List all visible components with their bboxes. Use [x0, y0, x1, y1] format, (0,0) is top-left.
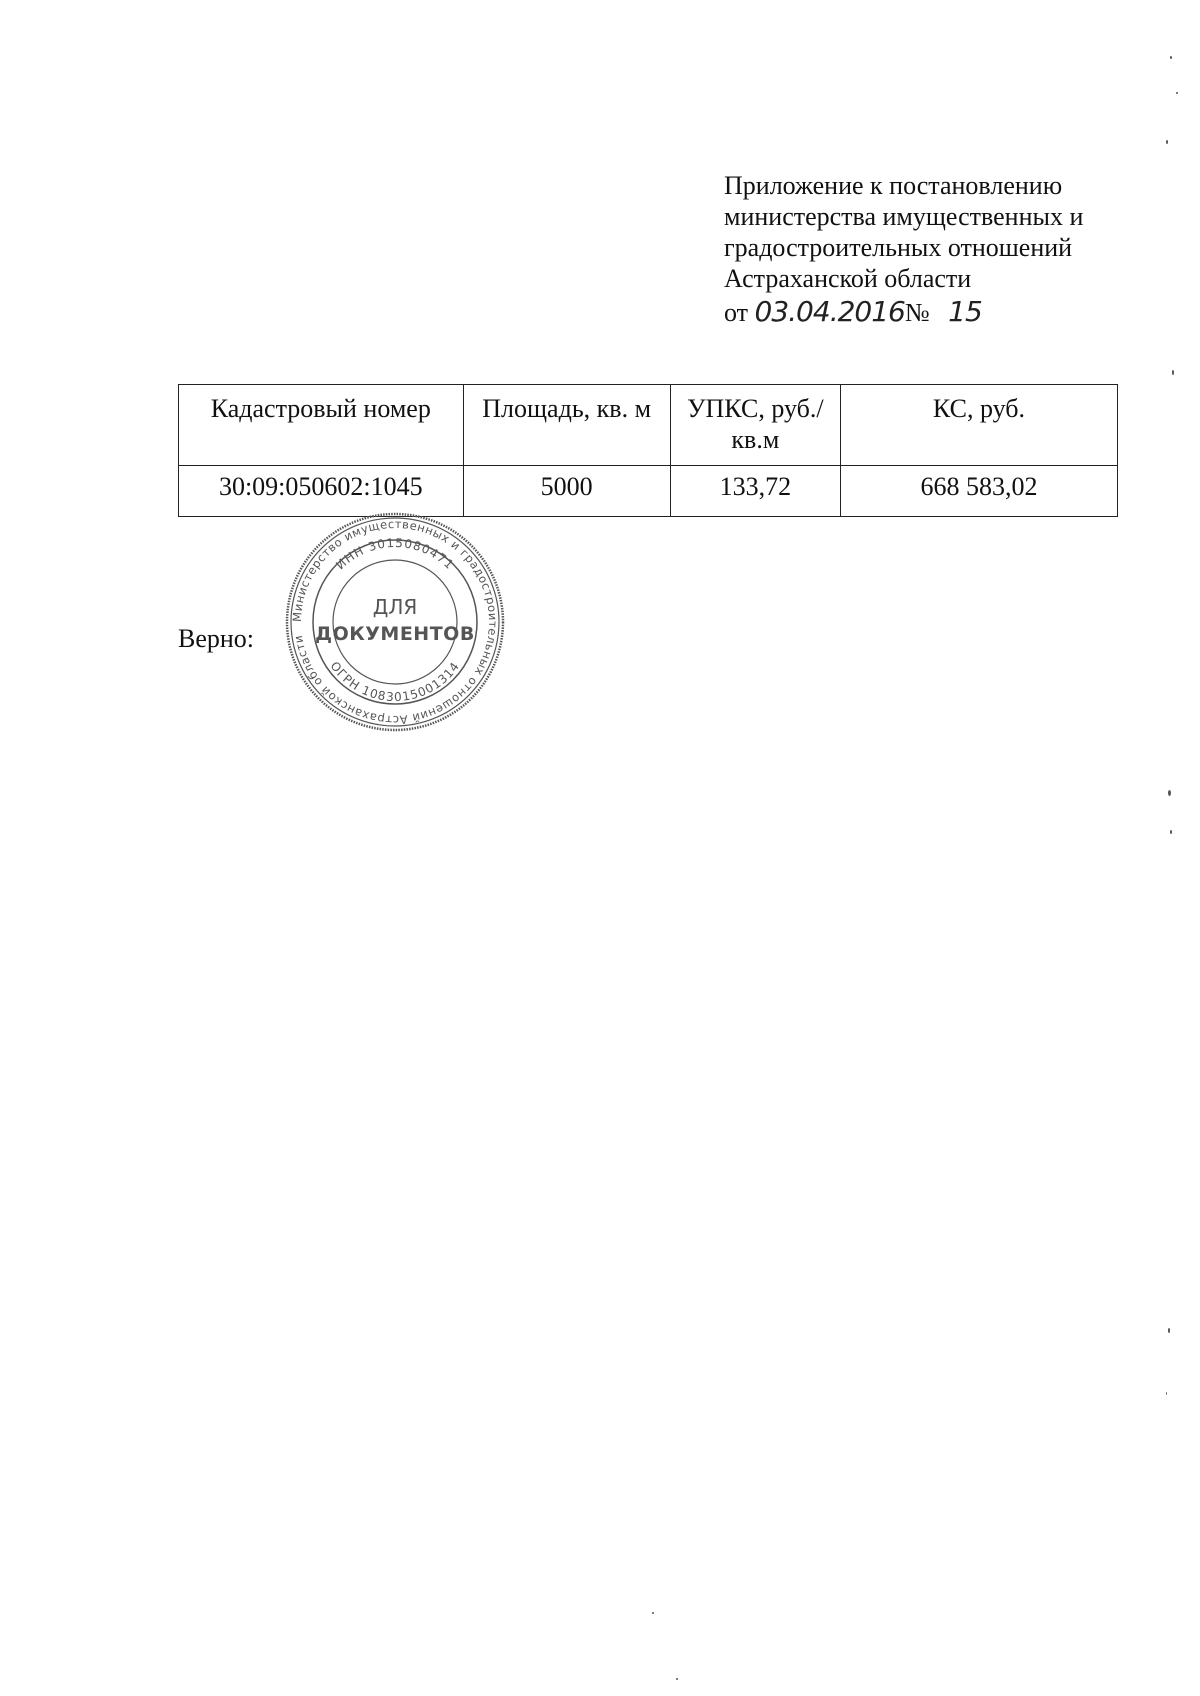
appendix-line-3: градостроительных отношений [724, 233, 1073, 262]
cell-ks: 668 583,02 [840, 466, 1117, 517]
cell-cadastral-number: 30:09:050602:1045 [179, 466, 464, 517]
table-row [179, 466, 1118, 517]
scan-speck [676, 1678, 678, 1680]
cell-area: 5000 [463, 466, 670, 517]
official-seal-stamp [282, 512, 508, 732]
appendix-date-line [724, 296, 1144, 328]
header-ks: КС, руб. [840, 385, 1117, 466]
scan-speck [1176, 92, 1178, 94]
header-upks: УПКС, руб./кв.м [670, 385, 840, 466]
scan-speck [1168, 790, 1171, 796]
scan-speck [1166, 140, 1168, 144]
scan-speck [1170, 56, 1172, 59]
appendix-line-1: Приложение к постановлению [724, 171, 1063, 200]
date-prefix: от [724, 298, 749, 327]
seal-inn: ИНН 3015080471 [333, 535, 457, 573]
scan-speck [1168, 1328, 1170, 1333]
handwritten-date: 03.04.2016 [754, 295, 905, 328]
appendix-line-4: Астраханской области [724, 264, 972, 293]
seal-center-line-1: ДЛЯ [372, 595, 418, 619]
table-header-row [179, 385, 1118, 466]
header-area: Площадь, кв. м [463, 385, 670, 466]
certification-label: Верно: [178, 624, 255, 653]
appendix-line-2: министерства имущественных и [724, 202, 1084, 231]
appendix-reference [724, 170, 1144, 328]
scan-speck [652, 1612, 654, 1614]
header-cadastral-number: Кадастровый номер [179, 385, 464, 466]
scan-speck [1172, 370, 1174, 375]
seal-ring-text: Министерство имущественных и градостроительных отношений Астраханской области [289, 516, 501, 728]
scan-speck [1166, 1392, 1167, 1395]
cell-upks: 133,72 [670, 466, 840, 517]
cadastral-value-table [178, 384, 1118, 517]
seal-center-line-2: ДОКУМЕНТОВ [315, 623, 475, 645]
handwritten-number: 15 [948, 295, 982, 328]
number-sign: № [904, 298, 930, 327]
scan-speck [1170, 830, 1172, 834]
seal-ogrn: ОГРН 1083015001314 [327, 658, 463, 705]
